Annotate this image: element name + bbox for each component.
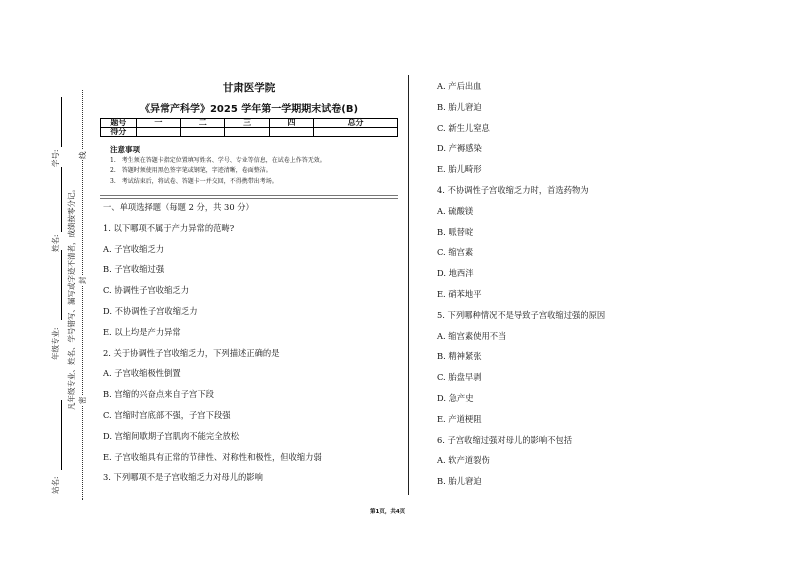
column-divider	[408, 75, 409, 495]
class-line	[61, 400, 62, 470]
score-cell	[136, 128, 180, 137]
answer-option: B. 胎儿窘迫	[437, 101, 482, 112]
answer-option: D. 不协调性子宫收缩乏力	[103, 305, 198, 316]
answer-option: C. 胎盘早剥	[437, 372, 482, 383]
score-table	[100, 118, 398, 137]
seal-char: 密	[78, 396, 87, 404]
student-id-label: 学号:	[51, 149, 60, 167]
note-item: 2. 答题时须使用黑色签字笔或钢笔，字迹清晰，卷面整洁。	[110, 167, 272, 174]
score-header: 总分	[314, 119, 398, 128]
notes-heading: 注意事项	[110, 145, 140, 154]
score-header: 一	[136, 119, 180, 128]
answer-option: A. 子宫收缩乏力	[103, 243, 165, 254]
school-name: 甘肃医学院	[222, 82, 276, 94]
margin-notice: 凡年级专业、姓名、学号错写、漏写或字迹不清者，成绩按零分记。	[67, 185, 76, 410]
page-number: 第1页，共4页	[370, 509, 406, 515]
score-cell	[269, 128, 313, 137]
question-stem: 6. 子宫收缩过强对母儿的影响不包括	[437, 434, 573, 445]
answer-option: A. 软产道裂伤	[437, 455, 490, 466]
answer-option: E. 胎儿畸形	[437, 164, 482, 175]
name-label: 姓名:	[51, 234, 60, 252]
answer-option: D. 急产史	[437, 392, 474, 403]
question-stem: 1. 以下哪项不属于产力异常的范畴?	[103, 222, 235, 233]
answer-option: A. 产后出血	[437, 81, 482, 91]
notes	[110, 145, 326, 187]
score-header: 二	[181, 119, 225, 128]
seal-char: 封	[78, 276, 87, 284]
answer-option: C. 缩宫素	[437, 247, 474, 258]
score-header: 四	[269, 119, 313, 128]
answer-option: C. 宫缩时宫底部不强，子宫下段强	[103, 409, 231, 420]
exam-title: 《异常产科学》2025 学年第一学期期末试卷(B)	[139, 104, 359, 115]
major-label: 年级专业:	[51, 327, 60, 360]
answer-option: B. 哌替啶	[437, 226, 474, 237]
answer-option: E. 以上均是产力异常	[103, 326, 181, 337]
binding-margin	[30, 90, 100, 500]
note-item: 3. 考试结束后，将试卷、答题卡一并交回，不得携带出考场。	[110, 177, 278, 185]
score-header: 三	[225, 119, 269, 128]
answer-option: A. 硫酸镁	[437, 205, 474, 216]
answer-option: B. 宫缩的兴奋点来自子宫下段	[103, 389, 214, 400]
seal-char: 线	[78, 151, 87, 159]
student-id-line	[61, 97, 62, 147]
answer-option: A. 子宫收缩极性倒置	[103, 368, 181, 379]
score-row-label: 得分	[101, 128, 137, 137]
score-cell	[181, 128, 225, 137]
answer-option: C. 新生儿窒息	[437, 122, 490, 133]
answer-option: E. 产道梗阻	[437, 413, 482, 424]
score-cell	[314, 128, 398, 137]
left-column	[103, 197, 322, 488]
name-line	[61, 167, 62, 232]
answer-option: D. 地西泮	[437, 268, 474, 279]
question-stem: 4. 不协调性子宫收缩乏力时，首选药物为	[437, 184, 589, 195]
major-line	[61, 250, 62, 320]
answer-option: D. 产褥感染	[437, 143, 482, 154]
answer-option: B. 精神紧张	[437, 351, 482, 362]
question-stem: 3. 下列哪项不是子宫收缩乏力对母儿的影响	[103, 472, 263, 483]
section-heading: 一、单项选择题（每题 2 分，共 30 分）	[103, 202, 254, 212]
score-header: 题号	[101, 119, 137, 128]
note-item: 1. 考生须在答题卡指定位置填写姓名、学号、专业等信息，在试卷上作答无效。	[110, 156, 326, 164]
answer-option: E. 子宫收缩具有正常的节律性、对称性和极性，但收缩力弱	[103, 451, 322, 462]
answer-option: B. 胎儿窘迫	[437, 476, 482, 487]
question-stem: 5. 下列哪种情况不是导致子宫收缩过强的原因	[437, 309, 606, 320]
answer-option: A. 缩宫素使用不当	[437, 330, 507, 341]
answer-option: D. 宫缩间歇期子宫肌肉不能完全放松	[103, 430, 240, 441]
score-cell	[225, 128, 269, 137]
answer-option: B. 子宫收缩过强	[103, 264, 165, 275]
right-column	[437, 76, 605, 492]
answer-option: C. 协调性子宫收缩乏力	[103, 285, 189, 296]
class-label: 站名:	[51, 476, 60, 494]
question-stem: 2. 关于协调性子宫收缩乏力，下列描述正确的是	[103, 347, 280, 358]
answer-option: E. 硝苯地平	[437, 288, 482, 299]
